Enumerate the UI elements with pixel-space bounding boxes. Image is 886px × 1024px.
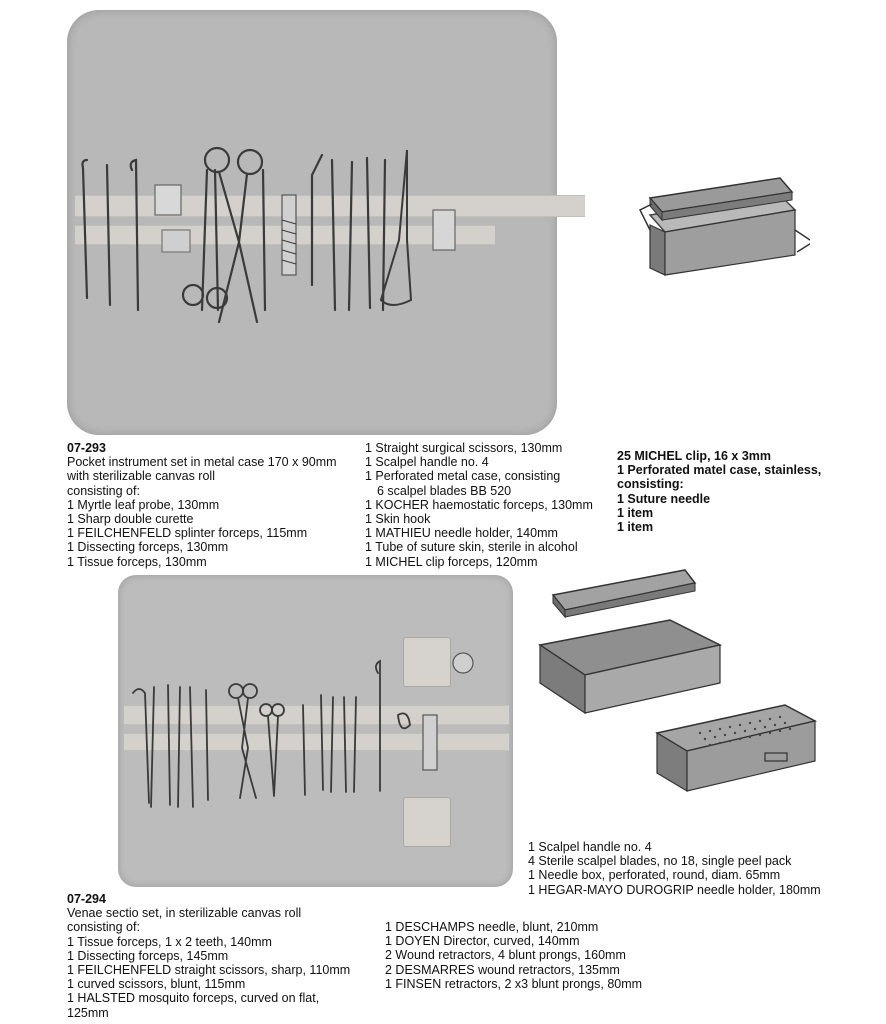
set-1-components xyxy=(365,441,593,569)
set-2-item: 1 FEILCHENFELD straight scissors, sharp, 110mm xyxy=(67,963,351,978)
set-1-item: 1 Scalpel handle no. 4 xyxy=(365,455,489,470)
set-2-item: 1 curved scissors, blunt, 115mm xyxy=(67,977,246,992)
set-2-components xyxy=(385,920,642,991)
set-2-item: 1 HEGAR-MAYO DUROGRIP needle holder, 180mm xyxy=(528,882,821,897)
set-1-item: consisting of: xyxy=(67,483,140,498)
set-1-item: 1 Myrtle leaf probe, 130mm xyxy=(67,497,220,512)
set-1-extra-components xyxy=(617,449,821,534)
set-2-item: 125mm xyxy=(67,1005,109,1020)
set-1-item: with sterilizable canvas roll xyxy=(67,469,215,484)
set-1-item: 1 item xyxy=(617,505,654,520)
set-1-item: 1 item xyxy=(617,520,654,535)
set-1-item: 1 Skin hook xyxy=(365,512,431,527)
set-2-item: 1 DOYEN Director, curved, 140mm xyxy=(385,934,580,949)
set-2-item: 1 Needle box, perforated, round, diam. 65mm xyxy=(528,868,781,883)
set-2-item: 4 Sterile scalpel blades, no 18, single peel pack xyxy=(528,854,792,869)
metal-box-photo-2 xyxy=(535,565,725,715)
set-1-item: 1 Suture needle xyxy=(617,491,711,506)
set-1-item: 1 MATHIEU needle holder, 140mm xyxy=(365,526,558,541)
set-2-item: 2 DESMARRES wound retractors, 135mm xyxy=(385,962,620,977)
set-1-code: 07-293 xyxy=(67,441,106,455)
set-2-code: 07-294 xyxy=(67,892,106,906)
set-2-item: consisting of: xyxy=(67,920,140,935)
instruments-illustration xyxy=(118,575,513,887)
set-2-item: 1 FINSEN retractors, 2 x3 blunt prongs, 80mm xyxy=(385,976,643,991)
set-1-item: 1 MICHEL clip forceps, 120mm xyxy=(365,554,538,569)
set-1-item: 1 Sharp double curette xyxy=(67,512,194,527)
set-1-item: 25 MICHEL clip, 16 x 3mm xyxy=(617,449,771,463)
set-2-item: 1 DESCHAMPS needle, blunt, 210mm xyxy=(385,920,599,934)
set-1-item: Pocket instrument set in metal case 170 x 90mm xyxy=(67,455,337,470)
set-1-item: 1 Dissecting forceps, 130mm xyxy=(67,540,229,555)
set-1-item: 1 KOCHER haemostatic forceps, 130mm xyxy=(365,497,593,512)
set-1-description xyxy=(67,441,337,569)
set-1-item: 1 Perforated matel case, stainless, xyxy=(617,463,822,478)
canvas-roll-photo-2 xyxy=(118,575,513,887)
instruments-illustration xyxy=(67,130,587,430)
set-2-item: 1 HALSTED mosquito forceps, curved on flat, xyxy=(67,991,320,1006)
set-1-item: 1 FEILCHENFELD splinter forceps, 115mm xyxy=(67,526,308,541)
perforated-box-photo-2 xyxy=(655,703,820,793)
set-1-item: consisting: xyxy=(617,477,684,492)
set-2-item: 1 Dissecting forceps, 145mm xyxy=(67,948,229,963)
metal-case-photo-1 xyxy=(630,170,810,285)
set-2-description xyxy=(67,892,350,1020)
canvas-roll-photo-1 xyxy=(67,10,557,435)
set-2-extra-components xyxy=(528,840,821,897)
set-1-item: 1 Straight surgical scissors, 130mm xyxy=(365,441,563,455)
set-1-item: 1 Tissue forceps, 130mm xyxy=(67,554,207,569)
set-2-item: 1 Scalpel handle no. 4 xyxy=(528,840,652,854)
set-1-item: 6 scalpel blades BB 520 xyxy=(377,483,512,498)
set-1-item: 1 Tube of suture skin, sterile in alcohol xyxy=(365,540,578,555)
set-2-item: 2 Wound retractors, 4 blunt prongs, 160mm xyxy=(385,948,626,963)
set-2-item: Venae sectio set, in sterilizable canvas roll xyxy=(67,906,302,921)
set-1-item: 1 Perforated metal case, consisting xyxy=(365,469,561,484)
set-2-item: 1 Tissue forceps, 1 x 2 teeth, 140mm xyxy=(67,934,272,949)
